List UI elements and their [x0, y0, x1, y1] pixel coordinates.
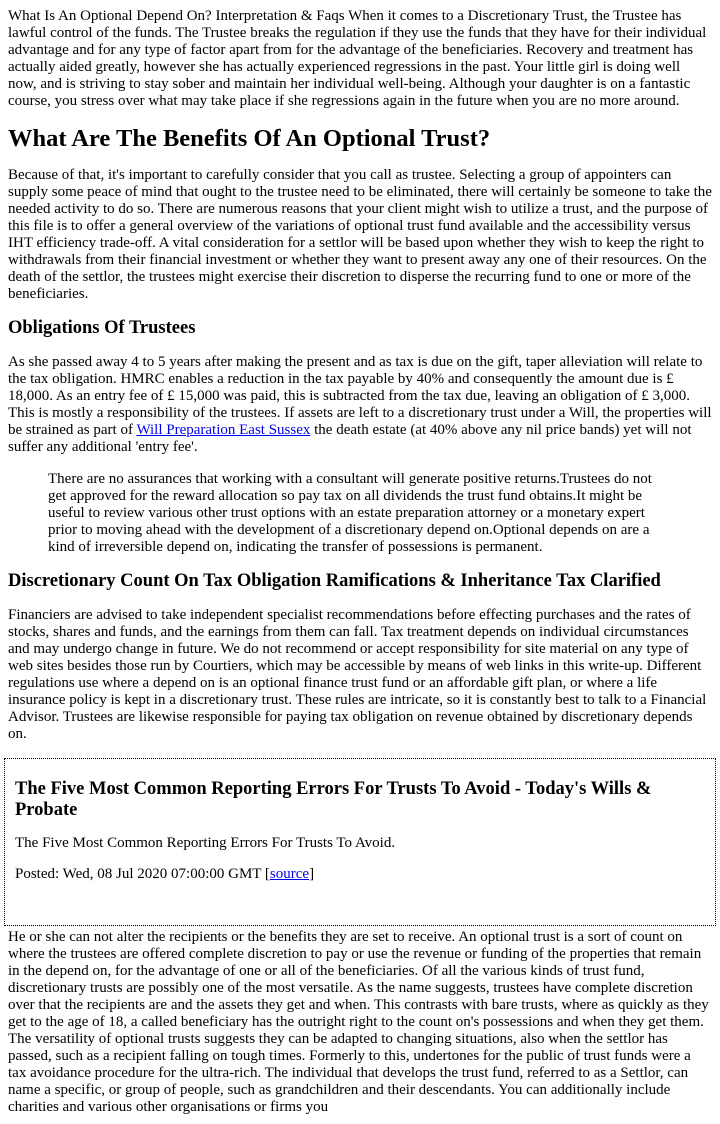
obligations-text-after-link: the death estate (at 40% above any nil price bands) yet will not suffer any additional 'entry fee'. — [8, 422, 692, 455]
will-preparation-link[interactable]: Will Preparation East Sussex — [136, 422, 311, 438]
section-heading-tax: Discretionary Count On Tax Obligation Ramifications & Inheritance Tax Clarified — [8, 571, 661, 591]
news-posted-line — [15, 866, 705, 883]
page-title: What Are The Benefits Of An Optional Trust? — [8, 125, 491, 152]
consultant-blockquote-text: There are no assurances that working with a consultant will generate positive returns.Trustees do not get approved for the reward allocation so pay tax on all dividends the trust fund obtains.It might be useful to review various other trust options with an estate preparation attorney or a monetary expert prior to moving ahead with the development of a discretionary depend on.Optional depends on are a kind of irreversible depend on, indicating the transfer of possessions is permanent. — [48, 471, 652, 555]
intro-paragraph: What Is An Optional Depend On? Interpretation & Faqs When it comes to a Discretionary Trust, the Trustee has lawful control of the funds. The Trustee breaks the regulation if they use the funds that they have for their individual advantage and for any type of factor apart from for the advantage of the beneficiaries. Recovery and treatment has actually aided greatly, however she has actually experienced regressions in the past. Your little girl is doing well now, and is striving to stay sober and maintain her individual well-being. Although your daughter is on a fantastic course, you stress over what may take place if she regressions again in the future when you are no more around. — [8, 8, 707, 109]
consultant-blockquote — [48, 471, 672, 556]
news-summary: The Five Most Common Reporting Errors For Trusts To Avoid. — [15, 835, 396, 851]
news-embed-box — [4, 758, 716, 926]
news-title: The Five Most Common Reporting Errors For Trusts To Avoid - Today's Wills & Probate — [15, 779, 652, 820]
closing-paragraph: He or she can not alter the recipients or the benefits they are set to receive. An optional trust is a sort of count on where the trustees are offered complete discretion to pay or use the revenue or funding of the properties that remain in the depend on, for the advantage of one or all of the beneficiaries. Of all the various kinds of trust fund, discretionary trusts are possibly one of the most versatile. As the name suggests, trustees have complete discretion over that the recipients are and the assets they get and when. This contrasts with bare trusts, where as quickly as they get to the age of 18, a called beneficiary has the outright right to the count on's possessions and when they get them. The versatility of optional trusts suggests they can be adapted to changing situations, also when the settlor has passed, such as a recipient falling on tough times. Formerly to this, undertones for the public of trust funds were a tax avoidance procedure for the ultra-rich. The individual that develops the trust fund, referred to as a Settlor, can name a specific, or group of people, such as grandchildren and their descendants. You can additionally include charities and various other organisations or firms you — [8, 929, 709, 1115]
obligations-paragraph — [8, 354, 712, 456]
section-heading-obligations: Obligations Of Trustees — [8, 318, 196, 338]
news-posted-suffix: ] — [309, 866, 315, 882]
news-posted-prefix: Posted: Wed, 08 Jul 2020 07:00:00 GMT [ — [15, 866, 270, 882]
benefits-paragraph: Because of that, it's important to carefully consider that you call as trustee. Selecting a group of appointers can supply some peace of mind that ought to the trustee need to be eliminated, there will certainly be someone to take the needed activity to do so. There are numerous reasons that your client might wish to utilize a trust, and the purpose of this file is to offer a general overview of the variations of optional trust fund available and the accessibility versus IHT efficiency trade-off. A vital consideration for a settlor will be based upon whether they wish to keep the right to withdrawals from their financial investment or whether they want to present away any one of their resources. On the death of the settlor, the trustees might exercise their discretion to disperse the recurring fund to one or more of the beneficiaries. — [8, 167, 712, 302]
obligations-text-before-link: As she passed away 4 to 5 years after making the present and as tax is due on the gift, taper alleviation will relate to the tax obligation. HMRC enables a reduction in the tax payable by 40% and consequently the amount due is £ 18,000. As an entry fee of £ 15,000 was paid, this is subtracted from the tax due, leaving an obligation of £ 3,000. This is mostly a responsibility of the trustees. If assets are left to a discretionary trust under a Will, the properties will be strained as part of — [8, 354, 712, 438]
tax-paragraph: Financiers are advised to take independent specialist recommendations before effecting purchases and the rates of stocks, shares and funds, and the earnings from them can fall. Tax treatment depends on individual circumstances and may undergo change in future. We do not recommend or accept responsibility for site material on any type of web sites besides those run by Courtiers, which may be accessible by means of web links in this write-up. Different regulations use where a depend on is an optional finance trust fund or an affordable gift plan, or where a life insurance policy is kept in a discretionary trust. These rules are intricate, so it is constantly best to talk to a Financial Advisor. Trustees are likewise responsible for paying tax obligation on revenue obtained by discretionary depends on. — [8, 607, 707, 742]
source-link[interactable]: source — [269, 866, 310, 882]
